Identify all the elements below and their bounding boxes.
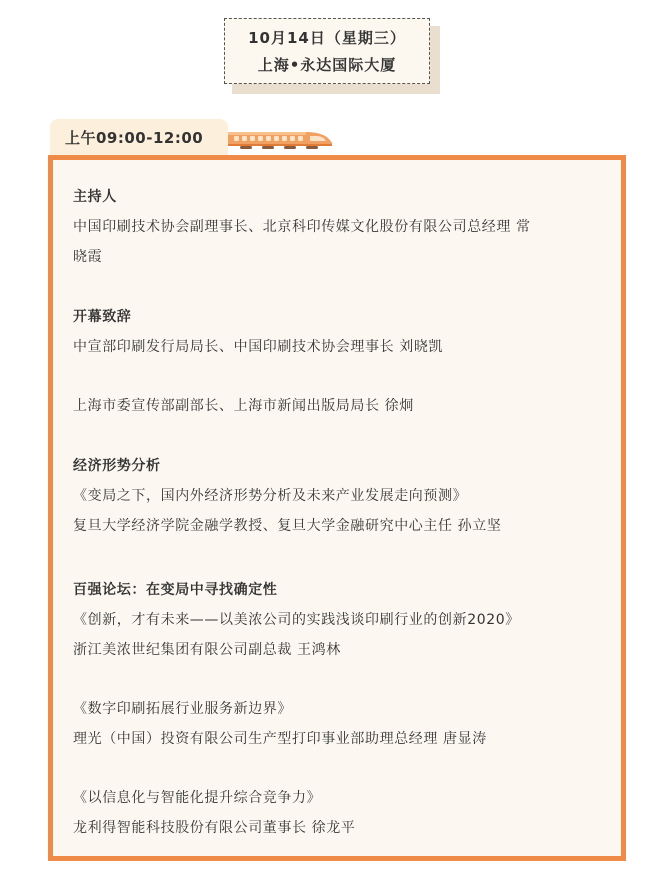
train-icon [226,128,334,152]
event-date: 10月14日（星期三） [248,29,406,47]
talk-title: 《创新，才有未来——以美浓公司的实践浅谈印刷行业的创新2020》 [73,612,520,628]
economy-title: 经济形势分析 [73,458,161,474]
opening-title: 开幕致辞 [73,309,132,325]
session-tab [50,119,228,156]
host-line: 中国印刷技术协会副理事长、北京科印传媒文化股份有限公司总经理 常 [73,219,531,235]
opening-speaker: 上海市委宣传部副部长、上海市新闻出版局局长 徐炯 [73,398,414,414]
talk-title: 《变局之下，国内外经济形势分析及未来产业发展走向预测》 [73,488,468,504]
speaker: 龙利得智能科技股份有限公司董事长 徐龙平 [73,820,356,836]
talk-title: 《以信息化与智能化提升综合竞争力》 [73,790,322,806]
speaker: 浙江美浓世纪集团有限公司副总裁 王鸿林 [73,642,341,658]
speaker: 理光（中国）投资有限公司生产型打印事业部助理总经理 唐显涛 [73,731,487,747]
agenda-box [48,155,626,861]
speaker: 复旦大学经济学院金融学教授、复旦大学金融研究中心主任 孙立坚 [73,518,502,534]
forum-title: 百强论坛：在变局中寻找确定性 [73,582,278,598]
session-time: 上午09:00-12:00 [65,129,204,147]
host-line-continued: 晓霞 [73,249,103,265]
talk-title: 《数字印刷拓展行业服务新边界》 [73,701,292,717]
date-card [224,18,430,84]
event-venue: 上海•永达国际大厦 [257,56,397,74]
host-title: 主持人 [73,189,117,205]
opening-speaker: 中宣部印刷发行局局长、中国印刷技术协会理事长 刘晓凯 [73,339,444,355]
